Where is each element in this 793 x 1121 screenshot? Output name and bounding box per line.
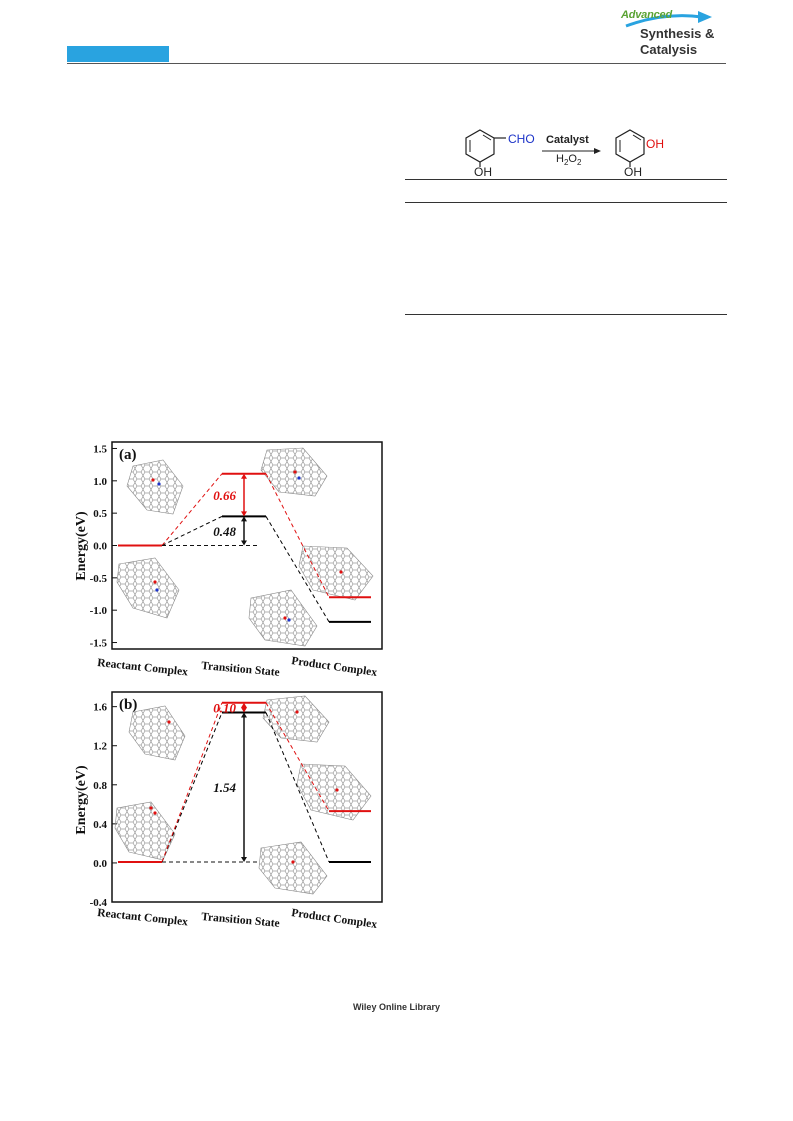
y-tick-label: -1.0 [89, 605, 107, 618]
barrier-label: 1.54 [213, 780, 236, 796]
product-hydroxyl-label: OH [646, 137, 664, 151]
oxygen-atom [167, 720, 170, 723]
reagent-peroxide-label: $H_2O_2$ [556, 153, 582, 168]
panel-a-label: (a) [119, 447, 137, 463]
reactant-aldehyde-label: CHO [508, 132, 535, 146]
panel-b-ylabel: Energy(eV) [74, 765, 89, 835]
reagent-catalyst-label: Catalyst [546, 134, 589, 146]
header-rule [67, 63, 726, 64]
y-tick-label: 0.0 [93, 857, 107, 870]
nitrogen-atom [157, 482, 160, 485]
panel-b-xlabel-product: Product Complex [290, 907, 378, 931]
barrier-arrow-head [241, 857, 247, 862]
oxygen-atom [283, 616, 286, 619]
y-tick-label: -0.4 [89, 897, 107, 909]
panel-a-xlabel-ts: Transition State [200, 660, 281, 679]
journal-color-bar [67, 46, 169, 62]
panel-a [74, 442, 382, 679]
reactant-hydroxyl-label: OH [474, 165, 492, 179]
y-tick-label: 1.5 [93, 443, 107, 456]
barrier-label: 0.48 [213, 523, 236, 539]
panel-a-ylabel: Energy(eV) [74, 511, 89, 581]
logo-word-synthesis: Synthesis & [640, 26, 715, 41]
graphene-sheet [249, 590, 317, 646]
barrier-diff-label: 0.66 [213, 488, 236, 504]
graphene-sheet [115, 802, 175, 860]
footer-wiley-online-library: Wiley Online Library [353, 1002, 440, 1012]
oxygen-atom [339, 570, 342, 573]
oxygen-atom [149, 806, 152, 809]
oxygen-atom [293, 470, 296, 473]
y-tick-label: -1.5 [89, 637, 107, 650]
table-header-rule [405, 202, 727, 203]
oxygen-atom [295, 710, 298, 713]
panel-b-xlabel-ts: Transition State [200, 911, 281, 930]
panel-a-xlabel-reactant: Reactant Complex [96, 657, 189, 679]
y-tick-label: 0.4 [93, 818, 107, 831]
product-hydroxyl-bottom-label: OH [624, 165, 642, 179]
barrier-diff-label: 0.10 [213, 700, 236, 716]
oxygen-atom [151, 478, 154, 481]
panel-a-xlabel-product: Product Complex [290, 655, 378, 679]
graphene-sheet [127, 460, 183, 514]
graphene-sheet [129, 706, 185, 760]
y-tick-label: 0.5 [93, 508, 107, 521]
panel-b-xlabel-reactant: Reactant Complex [96, 907, 189, 929]
nitrogen-atom [155, 588, 158, 591]
panel-b [74, 692, 382, 931]
oxygen-atom [291, 860, 294, 863]
oxygen-atom [153, 811, 156, 814]
graphene-sheet [117, 558, 179, 618]
logo-word-advanced: Advanced [621, 9, 672, 21]
graphene-sheet [299, 546, 373, 600]
barrier-arrow-head [241, 541, 247, 546]
y-tick-label: 1.2 [93, 740, 107, 753]
y-tick-label: 0.8 [93, 779, 107, 792]
oxygen-atom [153, 580, 156, 583]
logo-word-catalysis: Catalysis [640, 42, 698, 57]
panel-b-label: (b) [119, 697, 138, 713]
graphene-sheet [263, 696, 329, 742]
y-tick-label: 1.0 [93, 475, 107, 488]
y-tick-label: 0.0 [93, 540, 107, 553]
energy-profile-figure [55, 430, 400, 950]
y-tick-label: 1.6 [93, 701, 107, 714]
graphene-sheet [259, 842, 327, 894]
table-top-rule [405, 179, 727, 180]
y-tick-label: -0.5 [89, 572, 107, 585]
reaction-scheme [460, 120, 700, 180]
table-bottom-rule [405, 314, 727, 315]
nitrogen-atom [297, 476, 300, 479]
nitrogen-atom [287, 618, 290, 621]
oxygen-atom [335, 788, 338, 791]
